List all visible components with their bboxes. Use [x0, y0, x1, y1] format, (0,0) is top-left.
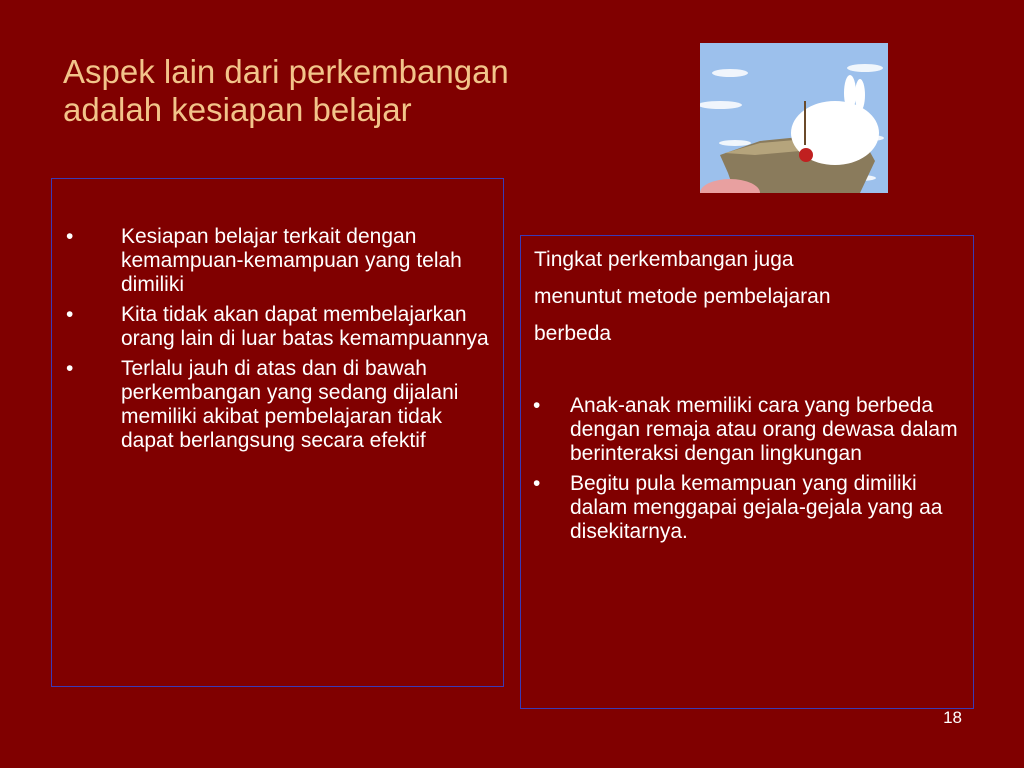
- slide-title-line-2: adalah kesiapan belajar: [63, 91, 412, 128]
- right-bullet-list: [521, 394, 966, 550]
- list-item: [521, 472, 966, 544]
- intro-line-1: Tingkat perkembangan juga: [534, 248, 794, 271]
- list-item: [521, 394, 966, 466]
- page-number: 18: [943, 708, 962, 727]
- list-item: [52, 225, 492, 297]
- intro-paragraph: [534, 241, 954, 352]
- bullet-text: Kesiapan belajar terkait dengan kemampuan-kemampuan yang telah dimiliki: [121, 225, 462, 296]
- intro-line-3: berbeda: [534, 322, 612, 345]
- bullet-marker: •: [533, 394, 541, 417]
- list-item: [52, 303, 492, 351]
- bullet-text: Anak-anak memiliki cara yang berbeda dengan remaja atau orang dewasa dalam berinteraksi dengan lingkungan: [570, 394, 958, 465]
- bullet-marker: •: [533, 472, 541, 495]
- bullet-text: Begitu pula kemampuan yang dimiliki dalam menggapai gejala-gejala yang aa disekitarnya.: [570, 472, 943, 543]
- intro-line-2: menuntut metode pembelajaran: [534, 285, 831, 308]
- cartoon-illustration: [700, 43, 888, 193]
- cartoon-rabbit-on-cliff-icon: [700, 43, 888, 193]
- left-bullet-list: [52, 225, 492, 459]
- slide-title-line-1: Aspek lain dari perkembangan: [63, 53, 509, 90]
- slide-title: [63, 53, 663, 129]
- bullet-marker: •: [66, 225, 74, 248]
- bullet-marker: •: [66, 303, 74, 326]
- bullet-text: Kita tidak akan dapat membelajarkan orang lain di luar batas kemampuannya: [121, 303, 489, 350]
- right-content-box: [520, 235, 974, 709]
- list-item: [52, 357, 492, 453]
- left-content-box: [51, 178, 504, 687]
- bullet-marker: •: [66, 357, 74, 380]
- bullet-text: Terlalu jauh di atas dan di bawah perkembangan yang sedang dijalani memiliki akibat pembelajaran tidak dapat berlangsung secara efektif: [121, 357, 459, 452]
